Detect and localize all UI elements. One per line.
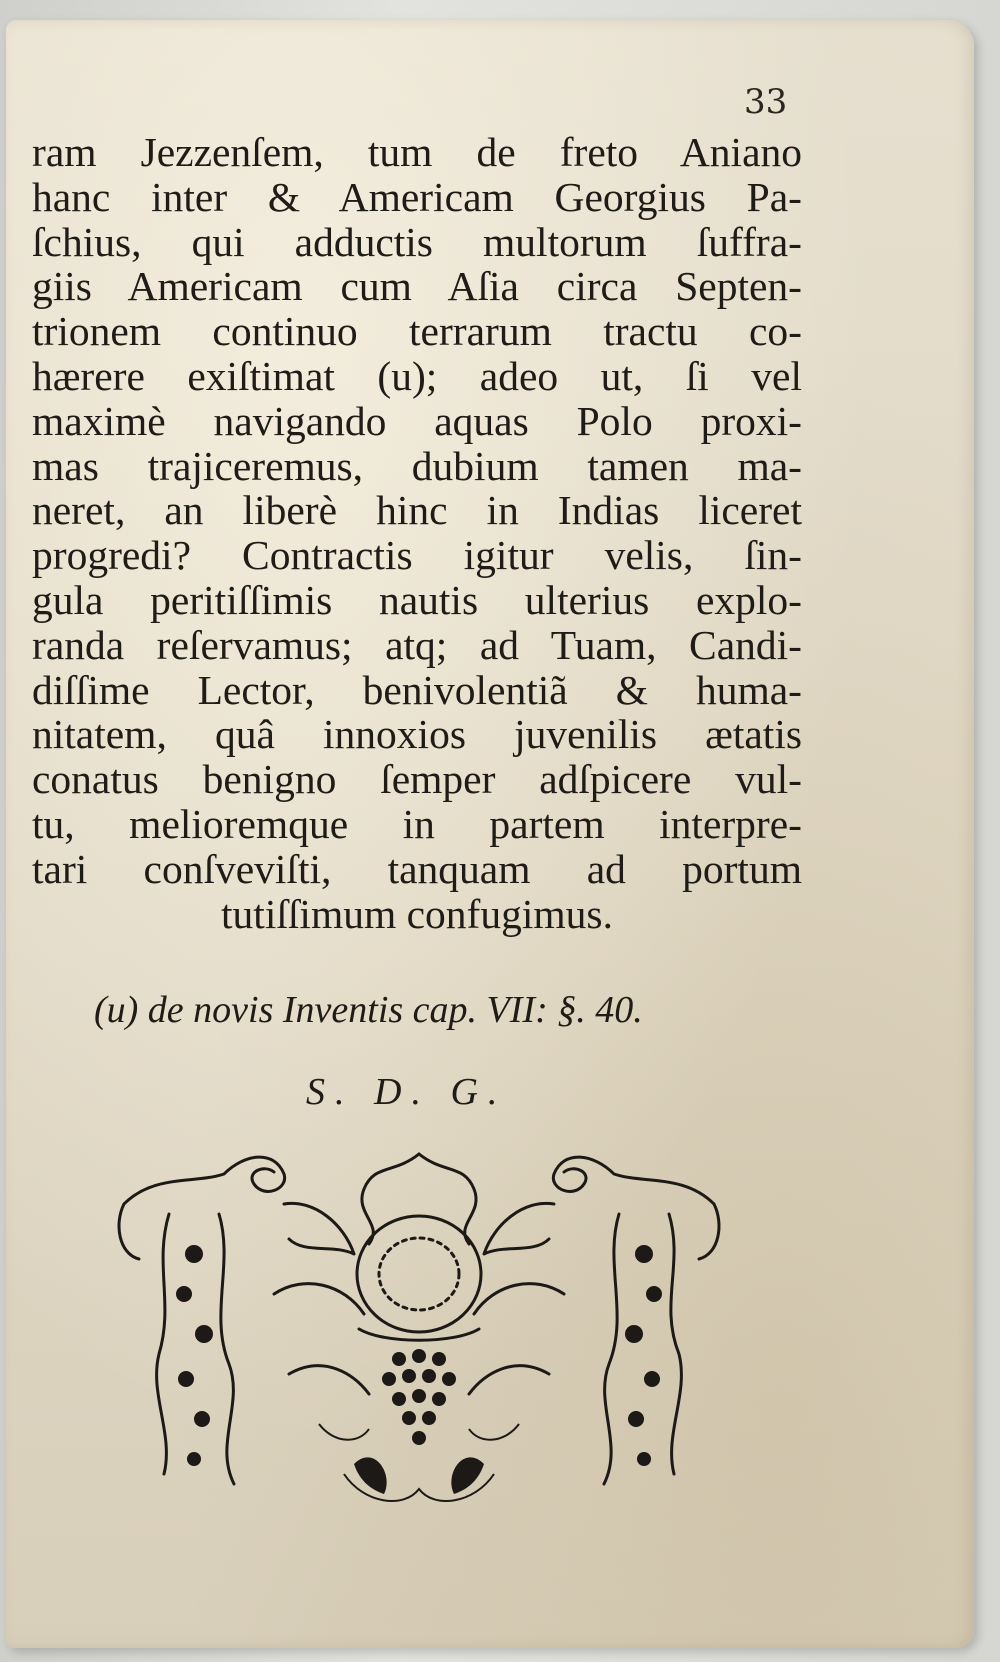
text-line: trionem continuo terrarum tractu co- [32, 308, 802, 355]
text-line: tu, melioremque in partem interpre- [32, 800, 802, 847]
text-line: diſſime Lector, benivolentiã & huma- [32, 666, 802, 713]
book-page [6, 20, 974, 1648]
text-line: ram Jezzenſem, tum de freto Aniano [32, 129, 802, 175]
closing-sdg: S. D. G. [306, 1071, 508, 1113]
text-line: hanc inter & Americam Georgius Pa- [32, 173, 802, 220]
text-line: hærere exiſtimat (u); adeo ut, ſi vel [32, 352, 802, 399]
text-line: tari conſveviſti, tanquam ad portum [32, 845, 802, 892]
text-line: maximè navigando aquas Polo proxi- [32, 397, 802, 444]
woodcut-ornament-icon [114, 1144, 724, 1524]
text-line: nitatem, quâ innoxios juvenilis ætatis [32, 711, 802, 758]
text-line: conatus benigno ſemper adſpicere vul- [32, 756, 802, 803]
text-line: mas trajiceremus, dubium tamen ma- [32, 442, 802, 489]
page-number: 33 [744, 82, 788, 122]
text-line: gula peritiſſimis nautis ulterius explo- [32, 576, 802, 623]
text-line: randa reſervamus; atq; ad Tuam, Candi- [32, 621, 802, 668]
text-line: neret, an liberè hinc in Indias liceret [32, 487, 802, 534]
text-line: tutiſſimum confugimus. [221, 890, 613, 937]
text-line: progredi? Contractis igitur velis, ſin- [32, 532, 802, 579]
text-line: ſchius, qui adductis multorum ſuffra- [32, 218, 802, 265]
text-line: giis Americam cum Aſia circa Septen- [32, 263, 802, 310]
footnote: (u) de novis Inventis cap. VII: §. 40. [94, 989, 643, 1031]
main-text-block [32, 130, 802, 936]
